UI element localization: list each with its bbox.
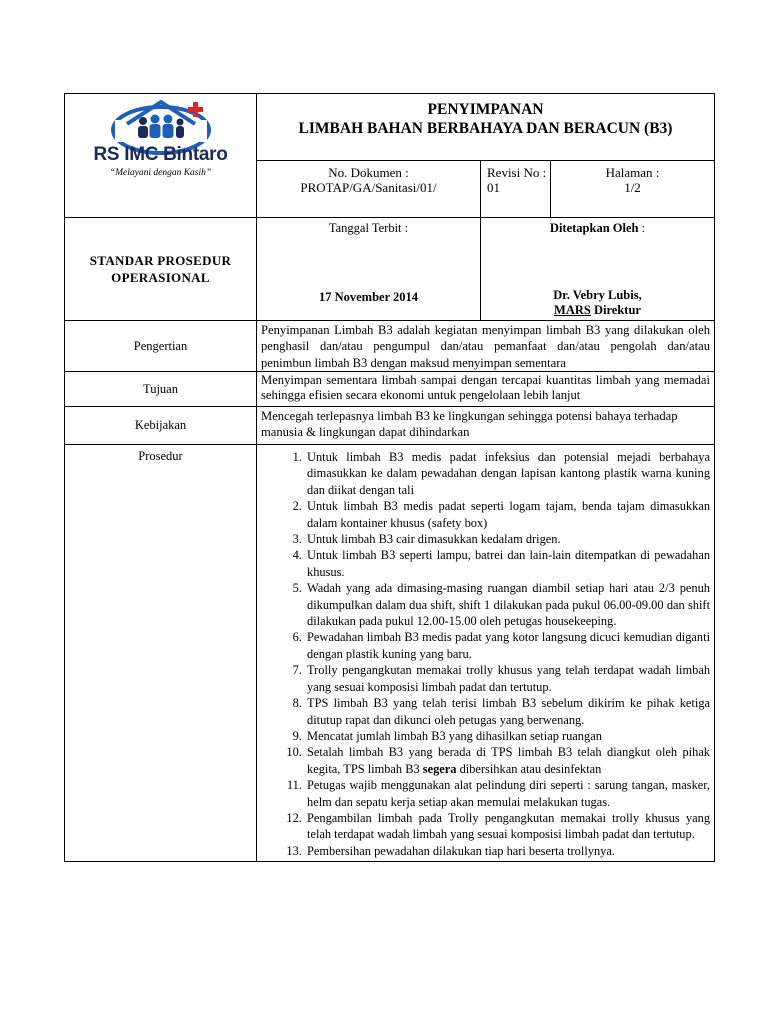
procedure-cell [257,445,715,862]
procedure-step: 11. Petugas wajib menggunakan alat pelindung diri seperti : sarung tangan, masker, helm dan sepatu kerja setiap akan memulai melakukan tugas. [305,777,710,810]
procedure-step: 12. Pengambilan limbah pada Trolly pengangkutan memakai trolly khusus yang telah terdapat wadah limbah yang sesuai komposisi limbah padat dan tertutup. [305,810,710,843]
logo-cell [65,94,257,218]
page-cell [551,160,715,217]
procedure-step: 6. Pewadahan limbah B3 medis padat yang kotor langsung dicuci kemudian diganti dengan plastik kuning yang baru. [305,629,710,662]
purpose-label: Tujuan [65,372,257,407]
doc-number-value: PROTAP/GA/Sanitasi/01/ [300,179,437,195]
doc-number-label: No. Dokumen : [328,164,409,180]
sop-title-line-2: OPERASIONAL [111,270,210,285]
page-label: Halaman : [605,164,660,180]
sop-document-table [64,93,715,862]
doc-number-cell [257,160,481,217]
procedure-step: 2. Untuk limbah B3 medis padat seperti logam tajam, benda tajam dimasukkan dalam kontainer khusus (safety box) [305,498,710,531]
page-value: 1/2 [624,179,641,195]
approved-by-label: Ditetapkan Oleh : [549,221,646,235]
sop-title-cell [65,218,257,321]
procedure-label: Prosedur [65,445,257,862]
procedure-step: 7. Trolly pengangkutan memakai trolly khusus yang telah terdapat wadah limbah yang sesuai komposisi limbah padat dan tertutup. [305,662,710,695]
approval-cell [481,218,715,321]
procedure-step: 3. Untuk limbah B3 cair dimasukkan kedalam drigen. [305,531,710,547]
procedure-step: 1. Untuk limbah B3 medis padat infeksius dan potensial mejadi berbahaya dimasukkan ke dalam pewadahan dengan lapisan kantong plastik warna kuning dan diikat dengan tali [305,449,710,498]
hospital-logo [65,94,256,217]
issue-date-label: Tanggal Terbit : [328,221,409,235]
revision-label: Revisi No : [487,164,547,180]
revision-value: 01 [487,179,500,195]
procedure-step: 4. Untuk limbah B3 seperti lampu, batrei dan lain-lain ditempatkan di pewadahan khusus. [305,547,710,580]
document-title [257,94,715,161]
definition-text: Penyimpanan Limbah B3 adalah kegiatan menyimpan limbah B3 yang dilakukan oleh penghasil dan/atau pengumpul dan/atau pemanfaat dan/atau pengolah dan/atau penimbun limbah B3 dengan maksud menyimpan sementara [257,321,715,372]
revision-cell [481,160,551,217]
procedure-step: 13. Pembersihan pewadahan dilakukan tiap hari beserta trollynya. [305,843,710,859]
procedure-list [261,449,710,859]
procedure-step: 10. Setalah limbah B3 yang berada di TPS limbah B3 telah diangkut oleh pihak kegita, TPS limbah B3 segera dibersihkan atau desinfektan [305,744,710,777]
definition-label: Pengertian [65,321,257,372]
issue-date-cell [257,218,481,321]
procedure-step: 5. Wadah yang ada dimasing-masing ruangan diambil setiap hari atau 2/3 penuh dikumpulkan dalam dua shift, shift 1 dilakukan pada pukul 06.00-09.00 dan shift dilakukan pada pukul 12.00-15.00 oleh petugas housekeeping. [305,580,710,629]
sop-title-line-1: STANDAR PROSEDUR [89,253,232,268]
policy-label: Kebijakan [65,407,257,445]
purpose-text: Menyimpan sementara limbah sampai dengan tercapai kuantitas limbah yang memadai sehingga efisien secara ekonomi untuk pengelolaan lebih lanjut [257,372,715,407]
logo-name: RS IMC Bintaro [93,144,228,165]
director-title: MARS Direktur [554,303,641,317]
logo-tagline: “Melayani dengan Kasih” [109,168,212,178]
procedure-step: 8. TPS limbah B3 yang telah terisi limbah B3 sebelum dikirim ke pihak ketiga ditutup rapat dan dikunci oleh petugas yang berwenang. [305,695,710,728]
title-line-2: LIMBAH BAHAN BERBAHAYA DAN BERACUN (B3) [298,120,673,137]
issue-date-value: 17 November 2014 [318,290,419,304]
director-name: Dr. Vebry Lubis, [553,288,642,302]
title-line-1: PENYIMPANAN [427,101,544,118]
policy-text: Mencegah terlepasnya limbah B3 ke lingkungan sehingga potensi bahaya terhadap manusia & lingkungan dapat dihindarkan [257,407,715,445]
procedure-step: 9. Mencatat jumlah limbah B3 yang dihasilkan setiap ruangan [305,728,710,744]
